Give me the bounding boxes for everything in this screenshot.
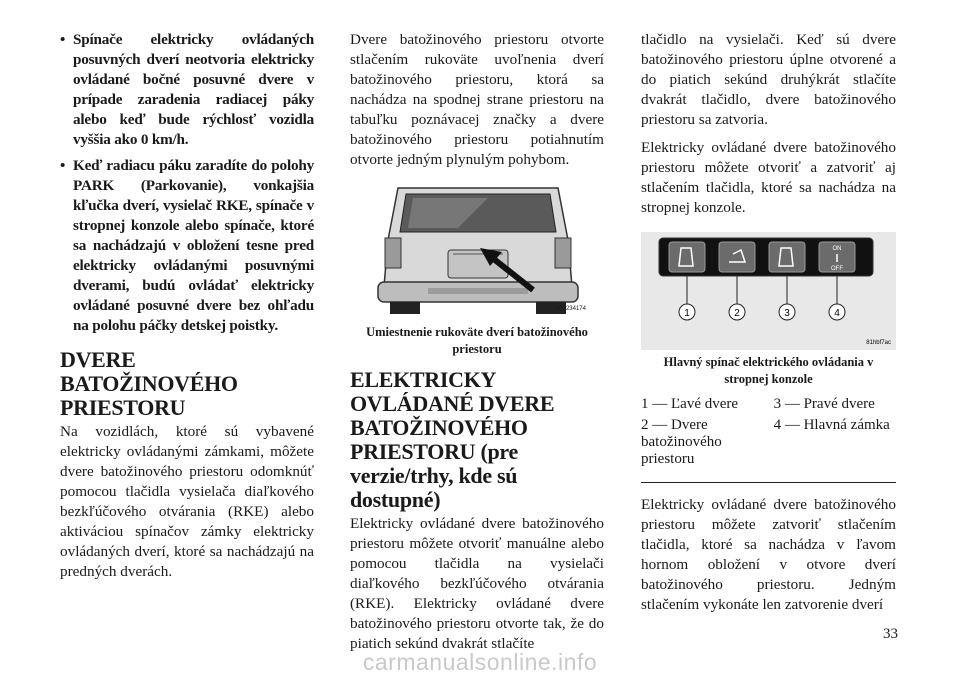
bullet-item: • Spínače elektricky ovládaných posuvných dverí neotvoria elektricky ovládané bočné posuvné dvere v prípade zaradenia radiacej páky alebo keď bude rýchlosť vozidla vyššia ako 0 km/h. (60, 30, 314, 150)
body-paragraph: Dvere batožinového priestoru otvorte stlačením rukoväte uvoľnenia dverí batožinového priestoru, ktorá sa nachádza na spodnej strane priestoru na tabuľku poznávacej značky a dvere batožinového priestoru potiahnutím otvorte jedným plynulým pohybom. (350, 31, 604, 168)
legend-table (641, 396, 896, 483)
legend-item-3: 3 — Pravé dvere (773, 396, 875, 412)
column-2 (350, 30, 604, 662)
switch-on-label: ON (832, 246, 842, 252)
figure-code: 022234174 (555, 306, 586, 312)
column-1 (60, 30, 314, 590)
section-heading-liftgate: DVERE BATOŽINOVÉHO PRIESTORU (60, 347, 238, 420)
section-heading-power-liftgate: ELEKTRICKY OVLÁDANÉ DVERE BATOŽINOVÉHO PRIESTORU (pre verzie/trhy, kde sú dostupné) (350, 367, 555, 512)
bullet-item: • Keď radiacu páku zaradíte do polohy PARK (Parkovanie), vonkajšia kľučka dverí, vysielač RKE, spínače v stropnej konzole alebo spínače, ktoré sa nachádzajú v obložení tesne pred elektricky ovládanými posuvnými dverami, budú ovládať elektricky ovládané posuvné dvere bez ohľadu na polohu páčky detskej poistky. (60, 156, 314, 336)
figure-code: 81hbf7ac (866, 340, 891, 346)
overhead-console-figure (641, 232, 896, 350)
page-number: 33 (883, 626, 898, 642)
body-paragraph: Elektricky ovládané dvere batožinového priestoru môžete otvoriť a zatvoriť aj stlačením tlačidla, ktoré sa nachádza na stropnej konzole. (641, 139, 896, 216)
figure-caption: Hlavný spínač elektrického ovládania v stropnej konzole (663, 355, 874, 386)
body-paragraph: tlačidlo na vysielači. Keď sú dvere batožinového priestoru úplne otvorené a do piatich sekúnd druhýkrát stlačíte dvakrát tlačidlo, dvere batožinového priestoru sa zatvoria. (641, 31, 896, 128)
bullet-list (60, 30, 314, 336)
legend-item-4: 4 — Hlavná zámka (773, 417, 890, 433)
switch-off-label: OFF (831, 266, 843, 272)
callout-1: 1 (684, 308, 690, 319)
column-3 (641, 30, 896, 623)
watermark: carmanualsonline.info (362, 649, 598, 675)
legend-item-1: 1 — Ľavé dvere (641, 396, 739, 412)
figure-caption: Umiestnenie rukoväte dverí batožinového priestoru (366, 325, 588, 356)
body-paragraph: Elektricky ovládané dvere batožinového priestoru môžete zatvoriť stlačením tlačidla, ktoré sa nachádza v ľavom hornom obložení v otvore dverí batožinového priestoru. Jedným stlačením vykonáte len zatvorenie dverí (641, 496, 896, 613)
legend-item-2: 2 — Dvere batožinového priestoru (641, 417, 722, 467)
callout-4: 4 (834, 308, 840, 319)
body-paragraph: Na vozidlách, ktoré sú vybavené elektricky ovládanými zámkami, môžete dvere batožinového priestoru odomknúť pomocou tlačidla vysielača diaľkového bezkľúčového otvárania (RKE) alebo aktiváciou spínačov zámky elektricky ovládaných dverí, ktoré sa nachádzajú na predných dverách. (60, 423, 314, 580)
liftgate-figure (368, 180, 588, 320)
callout-3: 3 (784, 308, 790, 319)
overhead-console-illustration (641, 232, 896, 350)
callout-2: 2 (734, 308, 740, 319)
body-paragraph: Elektricky ovládané dvere batožinového priestoru môžete otvoriť manuálne alebo pomocou tlačidla na vysielači diaľkového bezkľúčového otvárania (RKE). Elektricky ovládané dvere batožinového priestoru otvorte tak, že do piatich sekúnd dvakrát stlačíte (350, 515, 604, 652)
liftgate-illustration (368, 180, 588, 320)
